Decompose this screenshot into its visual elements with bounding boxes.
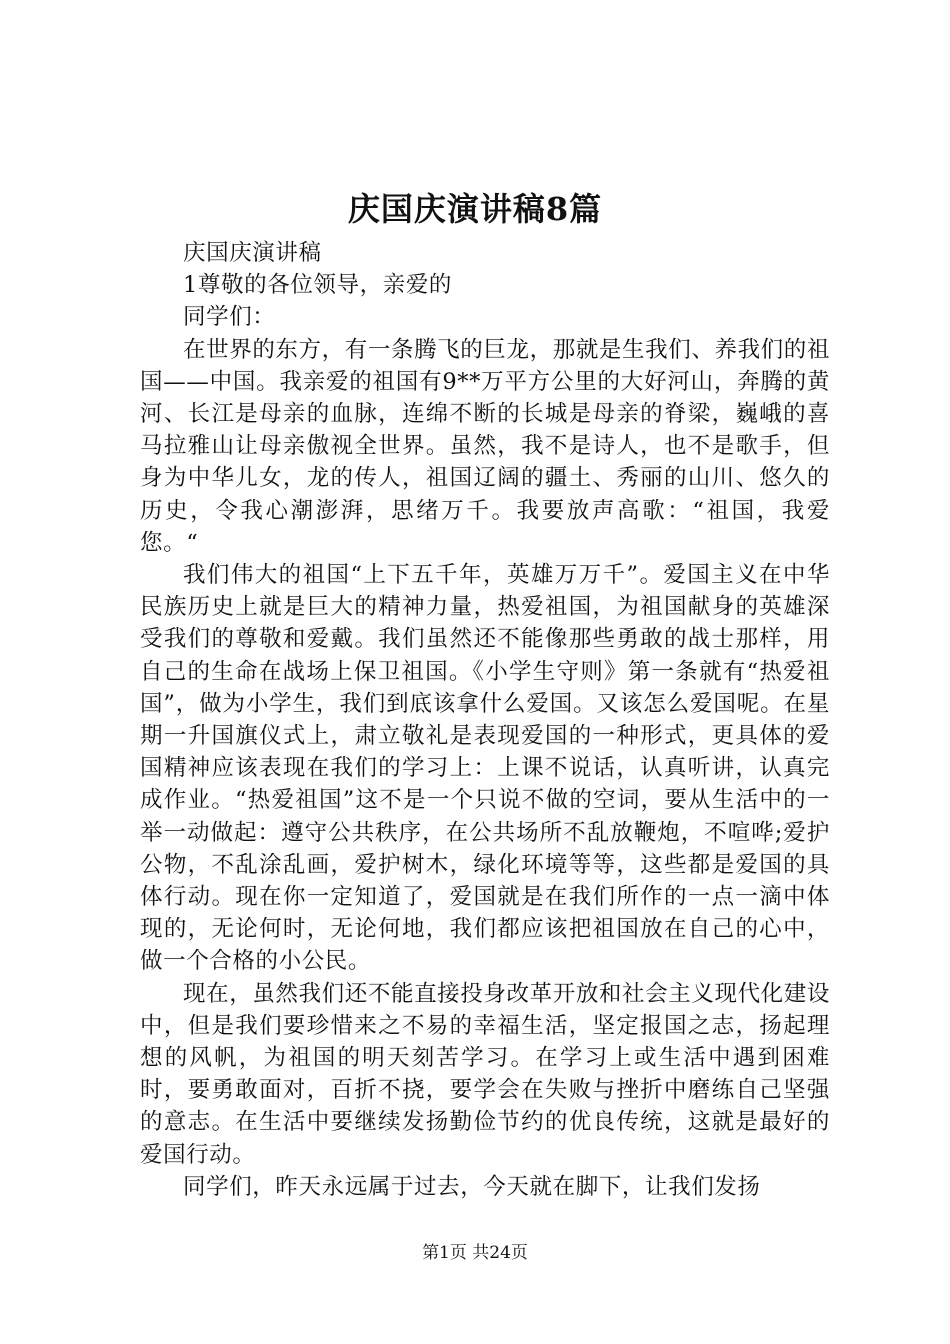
greeting-line-continued: 同学们： — [183, 304, 276, 331]
page-number-footer: 第1页 共24页 — [422, 1243, 528, 1263]
subtitle-line: 庆国庆演讲稿 — [183, 240, 322, 266]
paragraph: 我们伟大的祖国“上下五千年，英雄万万千”。爱国主义在中华民族历史上就是巨大的精神力量，热爱祖国，为祖国献身的英雄深受我们的尊敬和爱戴。我们虽然还不能像那些勇敢的战士那样，用自己的生命在战场上保卫祖国。《小学生守则》第一条就有“热爱祖国”，做为小学生，我们到底该拿什么爱国。又该怎么爱国呢。在星期一升国旗仪式上，肃立敬礼是表现爱国的一种形式，更具体的爱国精神应该表现在我们的学习上：上课不说话，认真听讲，认真完成作业。“热爱祖国”这不是一个只说不做的空词，要从生活中的一举一动做起：遵守公共秩序，在公共场所不乱放鞭炮，不喧哗;爱护公物，不乱涂乱画，爱护树木，绿化环境等等，这些都是爱国的具体行动。现在你一定知道了，爱国就是在我们所作的一点一滴中体现的，无论何时，无论何地，我们都应该把祖国放在自己的心中，做一个合格的小公民。 — [140, 562, 830, 975]
paragraph: 现在，虽然我们还不能直接投身改革开放和社会主义现代化建设中，但是我们要珍惜来之不易的幸福生活，坚定报国之志，扬起理想的风帆，为祖国的明天刻苦学习。在学习上或生活中遇到困难时，要勇敢面对，百折不挠，要学会在失败与挫折中磨练自己坚强的意志。在生活中要继续发扬勤俭节约的优良传统，这就是最好的爱国行动。 — [140, 980, 830, 1168]
paragraph: 同学们，昨天永远属于过去，今天就在脚下，让我们发扬 — [183, 1173, 761, 1200]
greeting-line: 1尊敬的各位领导，亲爱的 — [183, 272, 453, 299]
paragraph: 在世界的东方，有一条腾飞的巨龙，那就是生我们、养我们的祖国——中国。我亲爱的祖国有9**万平方公里的大好河山，奔腾的黄河、长江是母亲的血脉，连绵不断的长城是母亲的脊梁，巍峨的喜马拉雅山让母亲傲视全世界。虽然，我不是诗人，也不是歌手，但身为中华儿女，龙的传人，祖国辽阔的疆土、秀丽的山川、悠久的历史，令我心潮澎湃，思绪万千。我要放声高歌：“祖国，我爱您。“ — [140, 336, 830, 556]
document-body — [140, 237, 830, 1203]
document-title: 庆国庆演讲稿8篇 — [347, 190, 603, 228]
